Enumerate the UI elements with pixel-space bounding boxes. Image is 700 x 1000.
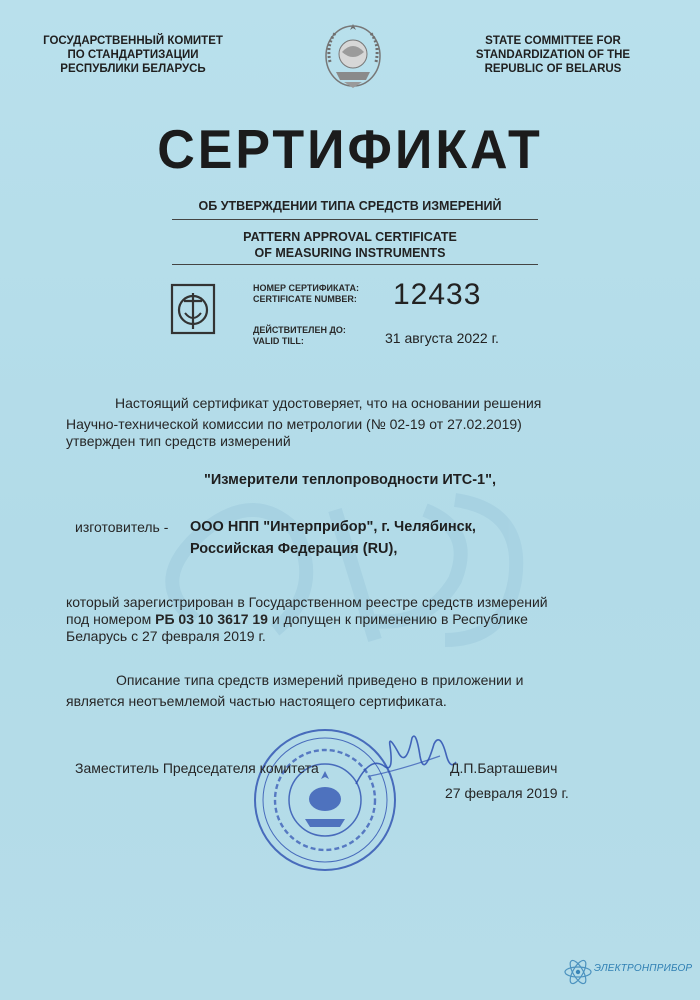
issuer-ru-line: ГОСУДАРСТВЕННЫЙ КОМИТЕТ [43,35,223,47]
valid-till-label-en: VALID TILL: [253,336,304,346]
registry-line [66,611,656,628]
issuer-ru-line: РЕСПУБЛИКИ БЕЛАРУСЬ [60,63,206,75]
instrument-name: "Измерители теплопроводности ИТС-1", [204,472,496,488]
description-paragraph [116,672,616,689]
issuer-en-line: STATE COMMITTEE FOR [485,35,621,47]
belarus-emblem-icon [322,22,384,90]
registry-line: который зарегистрирован в Государственном реестре средств измерений [66,594,548,610]
footer-brand: ЭЛЕКТРОНПРИБОР [594,963,693,974]
valid-till-label-ru: ДЕЙСТВИТЕЛЕН ДО: [253,325,346,335]
cert-number-label [253,283,359,305]
registry-line: Беларусь с 27 февраля 2019 г. [66,628,266,644]
intro-paragraph-cont [66,416,646,450]
intro-paragraph [115,395,615,412]
valid-till-date: 31 августа 2022 г. [385,330,499,346]
intro-line: Настоящий сертификат удостоверяет, что на основании решения [115,395,542,411]
valid-till-label [253,325,346,347]
manufacturer-name: ООО НПП "Интерприбор", г. Челябинск, [190,519,476,535]
gosstandart-logo-icon [170,283,216,335]
certificate-title: СЕРТИФИКАТ [157,119,543,181]
subtitle-en-line: OF MEASURING INSTRUMENTS [254,246,446,260]
certificate-number: 12433 [393,278,482,311]
issuer-ru-line: ПО СТАНДАРТИЗАЦИИ [67,49,199,61]
issuer-en [438,34,668,76]
signatory-name: Д.П.Барташевич [450,760,558,776]
registry-paragraph [66,594,656,645]
intro-line: утвержден тип средств измерений [66,433,291,449]
divider [172,264,538,265]
issuer-ru [18,34,248,76]
signature-date: 27 февраля 2019 г. [445,785,569,801]
registry-prefix: под номером [66,611,152,627]
description-paragraph-cont [66,693,646,710]
cert-number-label-ru: НОМЕР СЕРТИФИКАТА: [253,283,359,293]
manufacturer-label: изготовитель - [75,519,169,535]
divider [172,219,538,220]
subtitle-en-line: PATTERN APPROVAL CERTIFICATE [243,230,457,244]
description-line: является неотъемлемой частью настоящего сертификата. [66,693,447,709]
issuer-en-line: STANDARDIZATION OF THE [475,49,631,61]
description-line: Описание типа средств измерений приведено в приложении и [116,672,524,688]
subtitle-ru: ОБ УТВЕРЖДЕНИИ ТИПА СРЕДСТВ ИЗМЕРЕНИЙ [198,199,502,213]
signatory-title: Заместитель Председателя комитета [75,760,319,776]
manufacturer-country: Российская Федерация (RU), [190,541,398,557]
intro-line: Научно-технической комиссии по метрологии (№ 02-19 от 27.02.2019) [66,416,522,432]
subtitle-en [0,229,700,261]
registry-number: РБ 03 10 3617 19 [155,611,268,627]
registry-suffix: и допущен к применению в Республике [271,611,528,627]
issuer-en-line: REPUBLIC OF BELARUS [484,63,622,75]
cert-number-label-en: CERTIFICATE NUMBER: [253,294,357,304]
handwritten-signature [350,726,460,796]
